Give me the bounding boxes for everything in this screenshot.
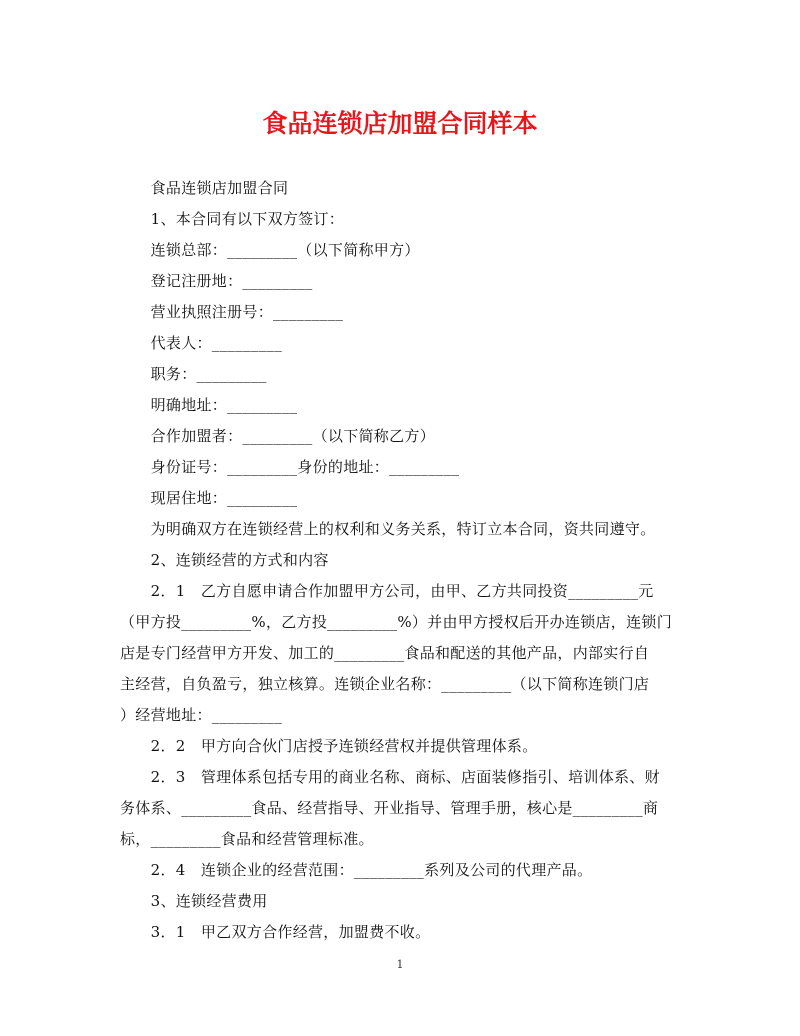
body-line: ）经营地址：_________ [120,706,283,724]
body-line: 3、连锁经营费用 [120,892,268,910]
page-number: 1 [396,958,404,971]
body-line: 务体系、_________食品、经营指导、开业指导、管理手册，核心是_________商 [120,799,659,817]
body-line: 现居住地：_________ [120,489,298,507]
body-line: 职务：_________ [120,365,267,383]
body-line: 3．1 甲乙双方合作经营，加盟费不收。 [120,923,431,941]
body-line: 2．2 甲方向合伙门店授予连锁经营权并提供管理体系。 [120,737,538,755]
body-line: 营业执照注册号：_________ [120,303,344,321]
body-line: 主经营，自负盈亏，独立核算。连锁企业名称：_________（以下简称连锁门店 [120,675,650,693]
body-line: 合作加盟者：_________（以下简称乙方） [120,427,436,445]
body-line: 标，_________食品和经营管理标准。 [120,830,374,848]
body-line: 代表人：_________ [120,334,283,352]
body-line: 食品连锁店加盟合同 [120,179,289,197]
body-line: 2．3 管理体系包括专用的商业名称、商标、店面装修指引、培训体系、财 [120,768,660,786]
body-line: 1、本合同有以下双方签订： [120,210,345,228]
body-line: 2、连锁经营的方式和内容 [120,551,329,569]
document-title: 食品连锁店加盟合同样本 [262,109,538,138]
body-line: 连锁总部：_________（以下简称甲方） [120,241,420,259]
body-line: 身份证号：_________身份的地址：_________ [120,458,460,476]
body-line: 明确地址：_________ [120,396,298,414]
body-line: 为明确双方在连锁经营上的权利和义务关系，特订立本合同，资共同遵守。 [120,520,656,538]
body-line: 登记注册地：_________ [120,272,313,290]
body-line: 2．1 乙方自愿申请合作加盟甲方公司，由甲、乙方共同投资_________元 [120,582,654,600]
body-line: （甲方投_________%，乙方投_________%）并由甲方授权后开办连锁店，连锁门 [120,613,673,631]
body-line: 2．4 连锁企业的经营范围：_________系列及公司的代理产品。 [120,861,593,879]
body-line: 店是专门经营甲方开发、加工的_________食品和配送的其他产品，内部实行自 [120,644,650,662]
